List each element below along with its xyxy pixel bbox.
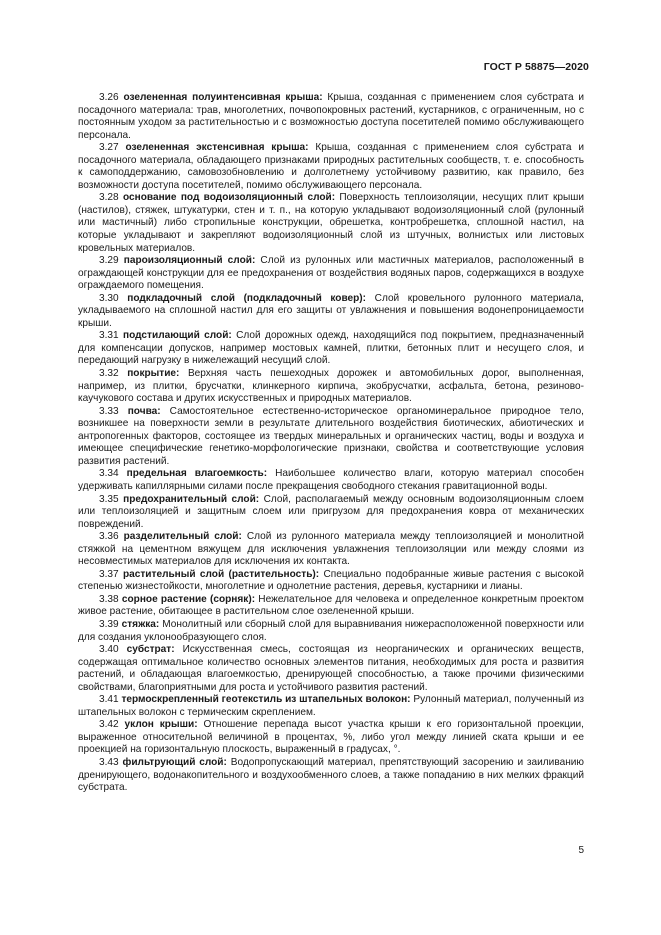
entry-definition: Нежелательное для человека и определенное конкретным проектом живое растение, обитающее в растительном слое озелененной крыши. — [78, 593, 584, 618]
entry-term: субстрат: — [126, 644, 175, 656]
definition-entry — [78, 594, 584, 619]
document-code-header: ГОСТ Р 58875—2020 — [483, 61, 589, 73]
entry-term: предельная влагоемкость: — [126, 468, 268, 480]
definition-entry — [78, 92, 584, 142]
entry-definition: Верхняя часть пешеходных дорожек и автомобильных дорог, выполненная, например, из плитки, брусчатки, клинкерного кирпича, экобрусчатки, асфальта, бетона, резиново-каучукового состава и других искусственных и природных материалов. — [78, 368, 584, 405]
entry-definition: Слой из рулонного материала между теплоизоляцией и монолитной стяжкой на цементном вяжущем для исключения увлажнения теплоизоляции или между слоями из несовместимых материалов для исключения их контакта. — [78, 531, 584, 568]
entry-definition: Искусственная смесь, состоящая из неорганических и органических веществ, содержащая оптимальное количество основных элементов питания, необходимых для роста и развития растений, и обладающая влагоемкостью, дренирующей способностью, а также прочими физическими свойствами, благоприятными для роста и устойчивого развития растений. — [78, 644, 585, 693]
entry-definition: Крыша, созданная с применением слоя субстрата и посадочного материала: трав, многолетних, почвопокровных растений, кустарников, с ограниченным, но с постоянным уходом за растительностью и с возможностью доступа посетителей помимо обслуживающего персонала. — [78, 92, 584, 141]
definition-entry — [78, 330, 584, 368]
entry-term: основание под водоизоляционный слой: — [122, 192, 336, 204]
definition-entry — [78, 619, 584, 644]
entry-number: 3.41 — [99, 694, 119, 706]
page-number: 5 — [578, 845, 584, 856]
entry-number: 3.30 — [99, 292, 119, 304]
entry-term: озелененная экстенсивная крыша: — [125, 142, 309, 154]
entry-definition: Крыша, созданная с применением слоя субстрата и посадочного материала, обладающего признаками природных растительных сообществ, т. е. способность к самоподдержанию, самовозобновлению и долголетнему устойчивому развитию, как правило, без возможности доступа посетителей, помимо обслуживающего персонала. — [78, 142, 584, 191]
entry-term: сорное растение (сорняк): — [121, 593, 256, 605]
entry-number: 3.39 — [99, 618, 119, 630]
entry-number: 3.37 — [99, 568, 119, 580]
entry-definition: Специально подобранные живые растения с высокой степенью жизнестойкости, многолетние и однолетние растения, деревья, кустарники и лианы. — [78, 568, 584, 593]
entry-definition: Отношение перепада высот участка крыши к его горизонтальной проекции, выраженное относительной величиной в процентах, %, либо угол между линией ската крыши и ее проекцией на горизонтальную плоскость, выраженный в градусах, °. — [78, 719, 584, 756]
entry-definition: Слой из рулонных или мастичных материалов, расположенный в ограждающей конструкции для ее предохранения от воздействия водяных паров, содержащихся в воздухе ограждаемого помещения. — [78, 255, 584, 292]
entry-term: озелененная полуинтенсивная крыша: — [123, 92, 323, 103]
entry-number: 3.32 — [99, 368, 119, 380]
entry-number: 3.29 — [99, 255, 119, 267]
entry-term: почва: — [127, 405, 161, 417]
definition-entry — [78, 255, 584, 293]
entry-definition: Слой, располагаемый между основным водоизоляционным слоем или теплоизоляцией и защитным слоем или пригрузом для предохранения ковра от механических повреждений. — [78, 493, 584, 530]
definition-entry — [78, 757, 584, 795]
entry-term: подкладочный слой (подкладочный ковер): — [127, 292, 367, 304]
definition-entry — [78, 293, 584, 331]
entry-term: термоскрепленный геотекстиль из штапельных волокон: — [121, 694, 411, 706]
entry-definition: Монолитный или сборный слой для выравнивания нижерасположенной поверхности или для создания уклонообразующего слоя. — [78, 618, 584, 643]
entry-number: 3.35 — [99, 493, 119, 505]
definition-entry — [78, 719, 584, 757]
definition-entry — [78, 192, 584, 255]
definition-entry — [78, 494, 584, 532]
entry-number: 3.33 — [99, 405, 119, 417]
entry-number: 3.36 — [99, 531, 119, 543]
entry-definition: Рулонный материал, полученный из штапельных волокон с термическим скреплением. — [78, 694, 584, 718]
definition-entry — [78, 368, 584, 406]
entry-term: растительный слой (растительность): — [122, 568, 320, 580]
definition-entry — [78, 406, 584, 469]
entry-number: 3.40 — [99, 644, 119, 656]
definition-entry — [78, 569, 584, 594]
entry-number: 3.34 — [99, 468, 119, 480]
entry-number: 3.31 — [99, 330, 119, 342]
definition-entry — [78, 644, 584, 694]
entry-number: 3.42 — [99, 719, 119, 731]
entry-definition: Самостоятельное естественно-историческое органоминеральное природное тело, возникшее на поверхности земли в результате длительного воздействия биотических, абиотических и антропогенных факторов, состоящее из твердых минеральных и органических частиц, воды и воздуха и имеющее специфические генетико-морфологические признаки, свойства и соответствующие условия развития растений. — [78, 405, 584, 467]
entry-term: фильтрующий слой: — [122, 756, 227, 768]
definition-entry — [78, 468, 584, 493]
entry-number: 3.43 — [99, 756, 119, 768]
entry-number: 3.38 — [99, 593, 119, 605]
entry-number: 3.26 — [99, 92, 119, 103]
entry-term: уклон крыши: — [124, 719, 198, 731]
definition-entry — [78, 531, 584, 569]
definition-entry — [78, 142, 584, 192]
entry-term: стяжка: — [121, 618, 160, 630]
entry-number: 3.27 — [99, 142, 119, 154]
entry-definition: Наибольшее количество влаги, которую материал способен удерживать капиллярными силами после прекращения свободного стекания гравитационной воды. — [78, 468, 585, 492]
entry-definition: Поверхность теплоизоляции, несущих плит крыши (настилов), стяжек, штукатурки, стен и т. п., на которую укладывают водоизоляционный слой (рулонный или мастичный) либо стропильные конструкции, обрешетка, контробрешетка, сплошной настил, на которые укладывают и закрепляют водоизоляционный слой из штучных, волнистых или листовых кровельных материалов. — [78, 192, 584, 254]
definitions-list — [78, 92, 584, 795]
entry-term: покрытие: — [127, 368, 180, 380]
entry-term: разделительный слой: — [123, 531, 242, 543]
entry-definition: Водопропускающий материал, препятствующий засорению и заиливанию дренирующего, водонакопительного и воздухообменного слоев, а также попаданию в них мелких фракций субстрата. — [78, 756, 584, 794]
entry-term: подстилающий слой: — [123, 330, 232, 342]
entry-definition: Слой кровельного рулонного материала, укладываемого на сплошной настил для его защиты от увлажнения и повышения водонепроницаемости крыши. — [78, 292, 584, 329]
entry-definition: Слой дорожных одежд, находящийся под покрытием, предназначенный для компенсации допусков, например мостовых камней, плитки, бетонных плит и несущего слоя, и передающий нагрузку в нижележащий несущий слой. — [78, 330, 584, 367]
entry-term: предохранительный слой: — [123, 493, 260, 505]
entry-number: 3.28 — [99, 192, 119, 204]
definition-entry — [78, 694, 584, 719]
entry-term: пароизоляционный слой: — [123, 255, 256, 267]
